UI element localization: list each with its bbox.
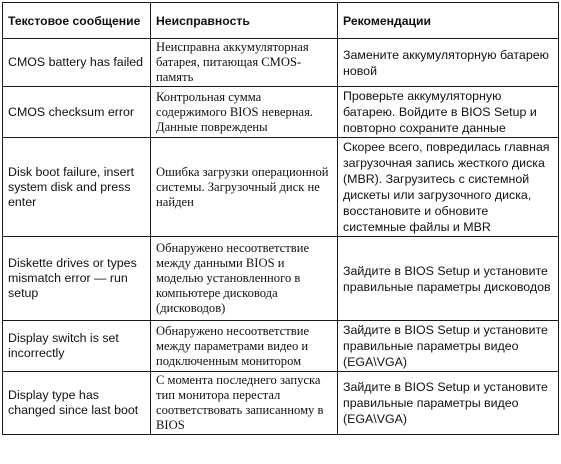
recommendation-cell: Проверьте аккумуляторную батарею. Войдите в BIOS Setup и повторно сохраните данные xyxy=(338,87,559,138)
fault-cell: Обнаружено несоответствие между параметрами видео и подключенным монитором xyxy=(151,321,338,372)
recommendation-cell: Зайдите в BIOS Setup и установите правильные параметры видео (EGA\VGA) xyxy=(338,372,559,435)
message-cell: Display type has changed since last boot xyxy=(3,372,151,435)
recommendation-cell: Замените аккумуляторную батарею новой xyxy=(338,39,559,87)
table-row xyxy=(3,138,559,237)
fault-cell: Контрольная сумма содержимого BIOS неверная. Данные повреждены xyxy=(151,87,338,138)
recommendation-cell: Зайдите в BIOS Setup и установите правильные параметры дисководов xyxy=(338,237,559,321)
table-row xyxy=(3,87,559,138)
message-cell: CMOS checksum error xyxy=(3,87,151,138)
table-header-row xyxy=(3,3,559,39)
bios-messages-table xyxy=(2,2,559,435)
message-cell: Display switch is set incorrectly xyxy=(3,321,151,372)
fault-cell: С момента последнего запуска тип монитора перестал соответствовать записанному в BIOS xyxy=(151,372,338,435)
recommendation-cell: Зайдите в BIOS Setup и установите правильные параметры видео (EGA\VGA) xyxy=(338,321,559,372)
table-row xyxy=(3,321,559,372)
column-header-fault: Неисправность xyxy=(151,3,338,39)
fault-cell: Неисправна аккумуляторная батарея, питающая CMOS-память xyxy=(151,39,338,87)
fault-cell: Обнаружено несоответствие между данными BIOS и моделью установленного в компьютере дисковода (дисководов) xyxy=(151,237,338,321)
fault-cell: Ошибка загрузки операционной системы. Загрузочный диск не найден xyxy=(151,138,338,237)
column-header-message: Текстовое сообщение xyxy=(3,3,151,39)
message-cell: Disk boot failure, insert system disk and press enter xyxy=(3,138,151,237)
table-row xyxy=(3,237,559,321)
column-header-recommendations: Рекомендации xyxy=(338,3,559,39)
table-row xyxy=(3,39,559,87)
message-cell: Diskette drives or types mismatch error — run setup xyxy=(3,237,151,321)
message-cell: CMOS battery has failed xyxy=(3,39,151,87)
table-row xyxy=(3,372,559,435)
recommendation-cell: Скорее всего, повредилась главная загрузочная запись жесткого диска (MBR). Загрузитесь с системной дискеты или загрузочного диска, восстановите и обновите системные файлы и MBR xyxy=(338,138,559,237)
